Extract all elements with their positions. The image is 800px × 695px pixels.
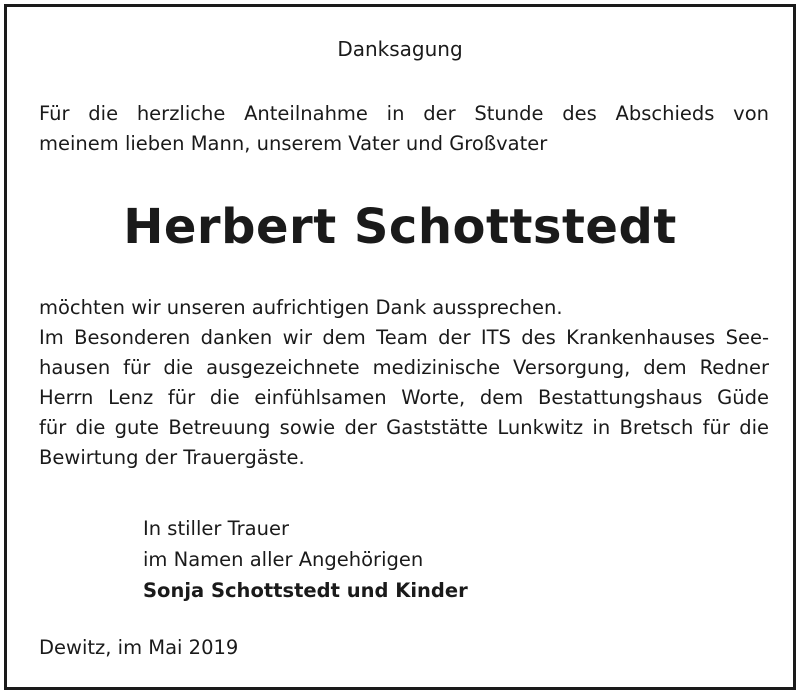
signoff-line: im Namen aller Angehörigen [143,548,424,571]
signature: Sonja Schottstedt und Kinder [143,579,468,602]
body-line: hausen für die ausgezeichnete medizinische Versorgung, dem Redner [39,356,769,379]
signoff-line: In stiller Trauer [143,517,289,540]
notice-frame [4,4,796,690]
body-text [39,293,769,473]
place-date: Dewitz, im Mai 2019 [39,636,239,659]
body-line: Bewirtung der Trauergäste. [39,446,305,469]
intro-line: Für die herzliche Anteilnahme in der Stunde des Abschieds von [39,102,769,125]
body-line: möchten wir unseren aufrichtigen Dank aussprechen. [39,296,563,319]
body-line: Im Besonderen danken wir dem Team der ITS des Krankenhauses See- [39,326,769,349]
body-line: für die gute Betreuung sowie der Gaststätte Lunkwitz in Bretsch für die [39,416,769,439]
signoff [143,513,468,606]
intro-line: meinem lieben Mann, unserem Vater und Großvater [39,132,548,155]
intro-text [39,99,769,159]
body-line: Herrn Lenz für die einfühlsamen Worte, dem Bestattungshaus Güde [39,386,769,409]
deceased-name: Herbert Schottstedt [123,199,677,255]
notice-title: Danksagung [337,37,463,61]
